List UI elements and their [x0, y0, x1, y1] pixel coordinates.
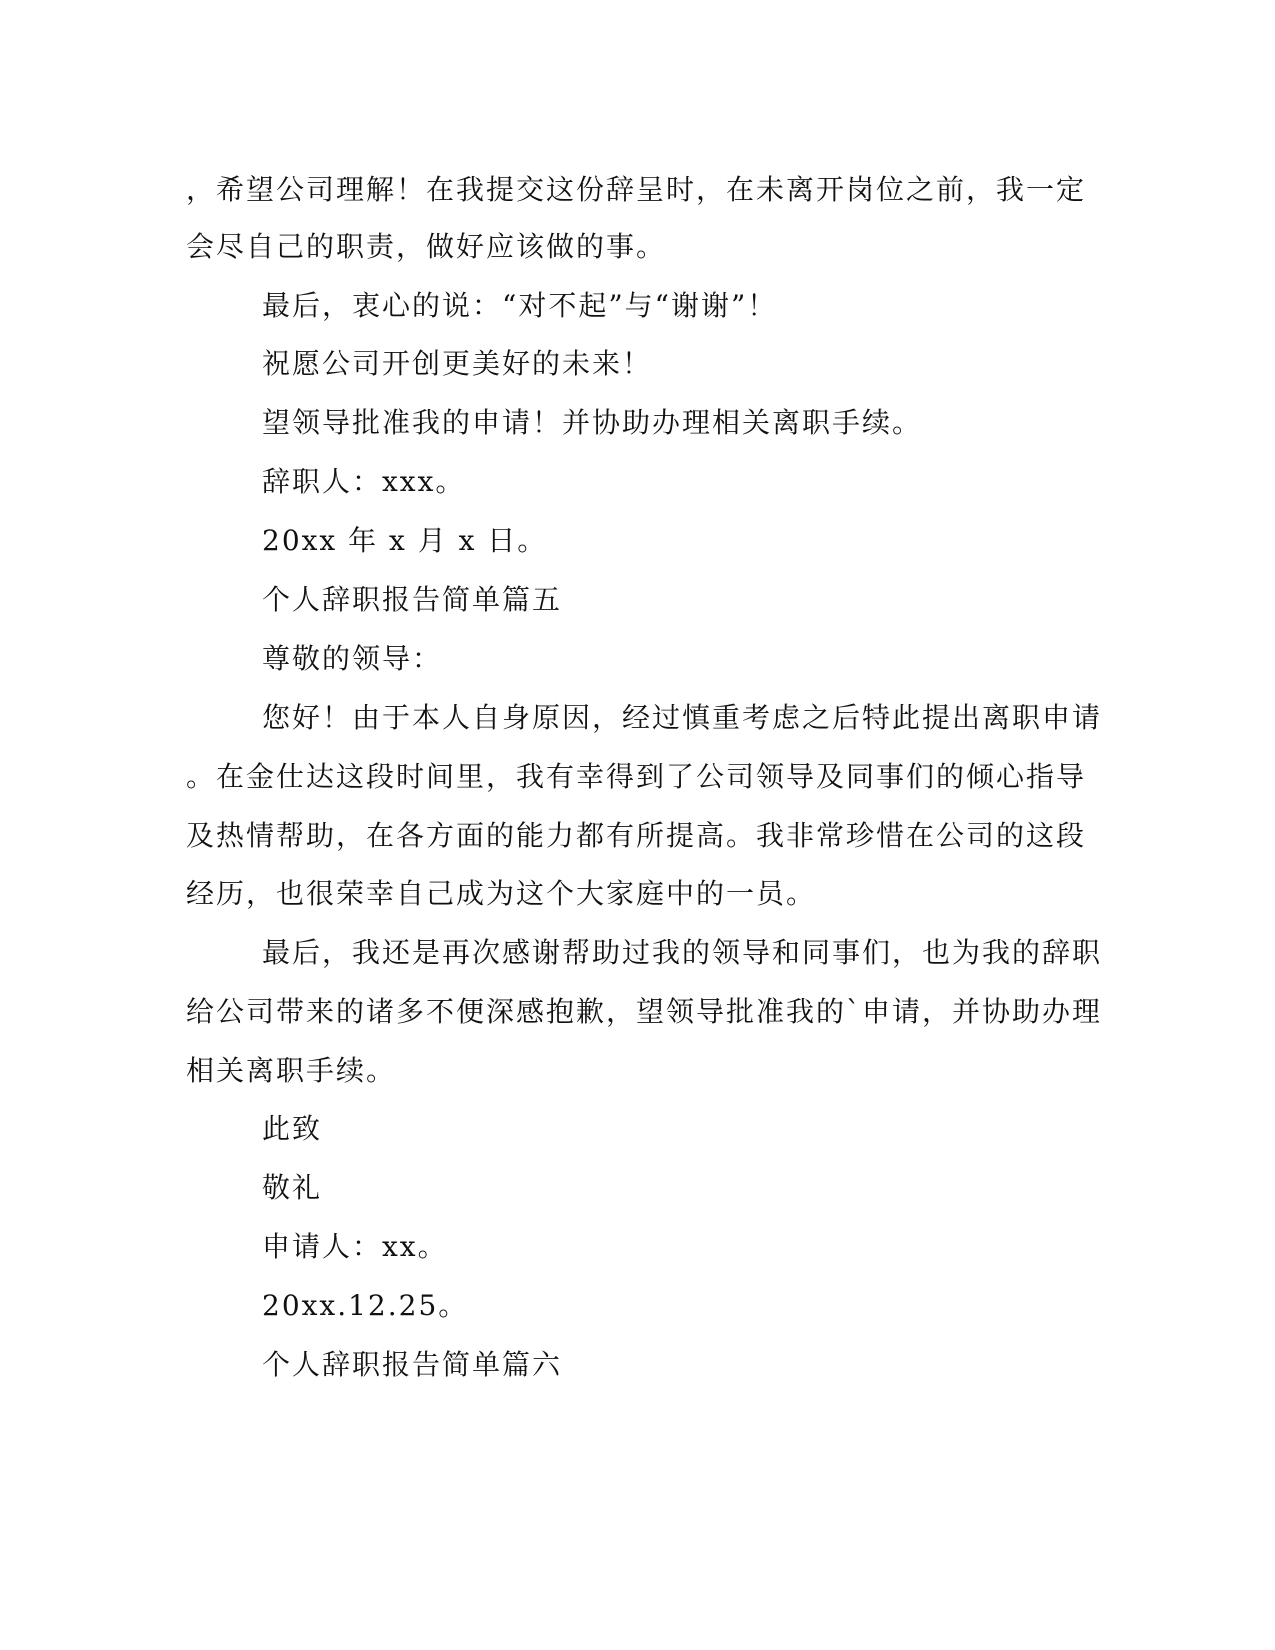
text-line: 会尽自己的职责，做好应该做的事。 — [186, 230, 667, 263]
section-heading: 个人辞职报告简单篇六 — [262, 1348, 563, 1381]
text-line: 望领导批准我的申请！并协助办理相关离职手续。 — [262, 406, 923, 439]
closing-line: 敬礼 — [262, 1171, 323, 1204]
text-line: 相关离职手续。 — [186, 1054, 397, 1087]
date-line: 20xx.12.25。 — [262, 1289, 469, 1322]
text-line: 。在金仕达这段时间里，我有幸得到了公司领导及同事们的倾心指导 — [186, 760, 1087, 793]
closing-line: 此致 — [262, 1112, 323, 1145]
text-line: 最后，衷心的说：“对不起”与“谢谢”！ — [262, 289, 778, 322]
text-line: 您好！由于本人自身原因，经过慎重考虑之后特此提出离职申请 — [262, 701, 1103, 734]
text-line: ，希望公司理解！在我提交这份辞呈时，在未离开岗位之前，我一定 — [186, 173, 1087, 206]
text-line: 给公司带来的诸多不便深感抱歉，望领导批准我的`申请，并协助办理 — [186, 995, 1103, 1028]
text-line: 最后，我还是再次感谢帮助过我的领导和同事们，也为我的辞职 — [262, 936, 1103, 969]
text-line: 经历，也很荣幸自己成为这个大家庭中的一员。 — [186, 877, 817, 910]
salutation: 尊敬的领导： — [262, 642, 443, 675]
signature-line: 申请人：xx。 — [262, 1230, 448, 1263]
section-heading: 个人辞职报告简单篇五 — [262, 583, 563, 616]
signature-line: 辞职人：xxx。 — [262, 465, 466, 498]
text-line: 及热情帮助，在各方面的能力都有所提高。我非常珍惜在公司的这段 — [186, 819, 1087, 852]
date-line: 20xx 年 x 月 x 日。 — [262, 524, 548, 557]
text-line: 祝愿公司开创更美好的未来！ — [262, 347, 653, 380]
